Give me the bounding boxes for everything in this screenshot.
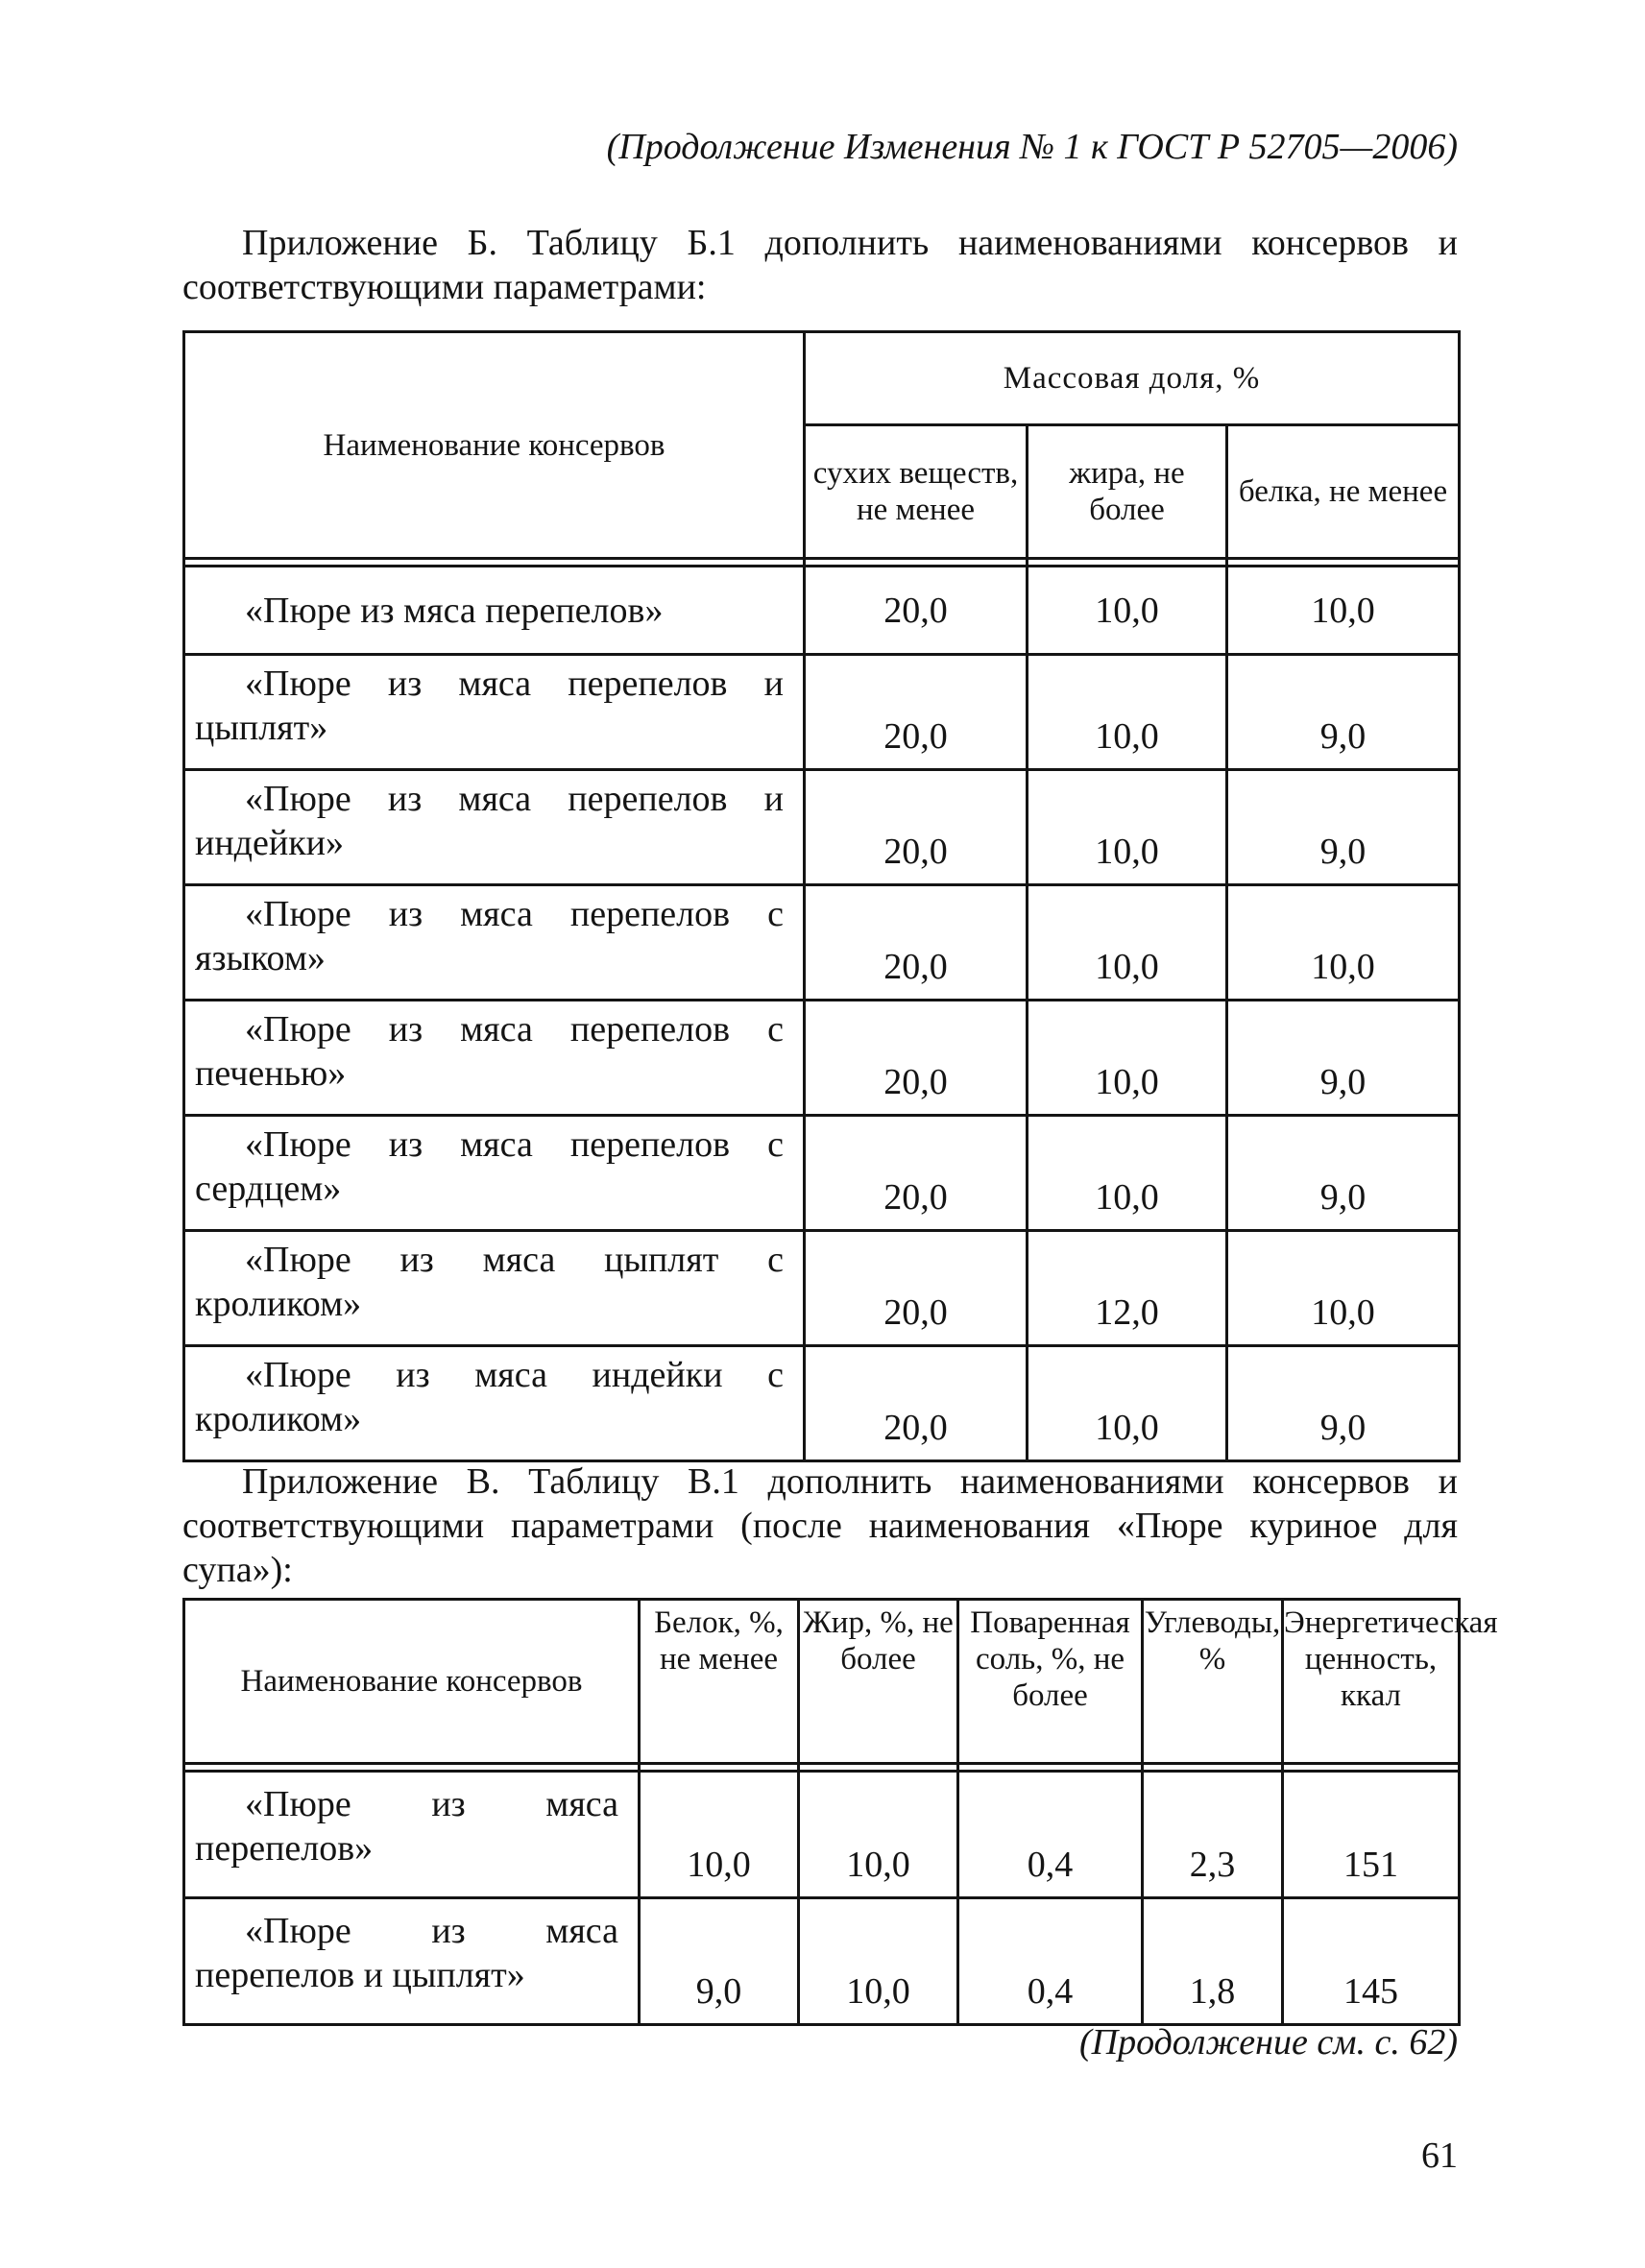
product-name-cell: «Пюре из мяса цыплят с кроликом» bbox=[184, 1231, 805, 1346]
header-energy-value: Энергетическая ценность, ккал bbox=[1283, 1600, 1460, 1764]
fat-cell: 12,0 bbox=[1028, 1231, 1227, 1346]
fat-cell: 10,0 bbox=[1028, 1346, 1227, 1461]
dry-matter-cell: 20,0 bbox=[805, 655, 1028, 770]
header-mass-fraction: Массовая доля, % bbox=[805, 332, 1460, 425]
dry-matter-cell: 20,0 bbox=[805, 1116, 1028, 1231]
dry-matter-cell: 20,0 bbox=[805, 567, 1028, 655]
protein-cell: 10,0 bbox=[1227, 567, 1460, 655]
appendix-v-intro: Приложение В. Таблицу В.1 дополнить наименованиями консервов и соответствующими параметрами (после наименования «Пюре куриное для супа»): bbox=[182, 1461, 1458, 1590]
protein-cell: 10,0 bbox=[1227, 885, 1460, 1001]
product-name-cell: «Пюре из мяса перепелов с сердцем» bbox=[184, 1116, 805, 1231]
product-name-cell: «Пюре из мяса перепелов и цыплят» bbox=[184, 1898, 640, 2025]
fat-cell: 10,0 bbox=[1028, 567, 1227, 655]
protein-cell: 9,0 bbox=[1227, 1346, 1460, 1461]
appendix-b-intro: Приложение Б. Таблицу Б.1 дополнить наименованиями консервов и соответствующими параметрами: bbox=[182, 223, 1458, 307]
header-fat: Жир, %, не более bbox=[799, 1600, 958, 1764]
continuation-header: (Продолжение Изменения № 1 к ГОСТ Р 52705—2006) bbox=[606, 127, 1458, 167]
table-row bbox=[184, 1772, 1460, 1898]
protein-cell: 9,0 bbox=[1227, 1001, 1460, 1116]
table-row bbox=[184, 1116, 1460, 1231]
fat-cell: 10,0 bbox=[799, 1772, 958, 1898]
table-row bbox=[184, 655, 1460, 770]
fat-cell: 10,0 bbox=[1028, 1001, 1227, 1116]
table-row bbox=[184, 770, 1460, 885]
header-fat: жира, не более bbox=[1028, 425, 1227, 559]
header-protein: Белок, %, не менее bbox=[640, 1600, 799, 1764]
table-row bbox=[184, 1231, 1460, 1346]
continuation-footer: (Продолжение см. с. 62) bbox=[1078, 2022, 1458, 2063]
dry-matter-cell: 20,0 bbox=[805, 1346, 1028, 1461]
carbohydrates-cell: 1,8 bbox=[1143, 1898, 1283, 2025]
product-name-cell: «Пюре из мяса перепелов с печенью» bbox=[184, 1001, 805, 1116]
header-product-name: Наименование консервов bbox=[184, 1600, 640, 1764]
product-name-cell: «Пюре из мяса перепелов с языком» bbox=[184, 885, 805, 1001]
header-protein: белка, не менее bbox=[1227, 425, 1460, 559]
table-b1 bbox=[182, 330, 1461, 1462]
header-product-name: Наименование консервов bbox=[184, 332, 805, 559]
energy-value-cell: 151 bbox=[1283, 1772, 1460, 1898]
table-v1 bbox=[182, 1598, 1498, 2026]
fat-cell: 10,0 bbox=[1028, 1116, 1227, 1231]
fat-cell: 10,0 bbox=[1028, 770, 1227, 885]
dry-matter-cell: 20,0 bbox=[805, 770, 1028, 885]
table-row bbox=[184, 1001, 1460, 1116]
product-name-cell: «Пюре из мяса перепелов и цыплят» bbox=[184, 655, 805, 770]
carbohydrates-cell: 2,3 bbox=[1143, 1772, 1283, 1898]
protein-cell: 10,0 bbox=[1227, 1231, 1460, 1346]
protein-cell: 9,0 bbox=[640, 1898, 799, 2025]
table-row bbox=[184, 567, 1460, 655]
product-name-cell: «Пюре из мяса перепелов и индейки» bbox=[184, 770, 805, 885]
header-carbohydrates: Углеводы, % bbox=[1143, 1600, 1283, 1764]
product-name-cell: «Пюре из мяса перепелов» bbox=[184, 1772, 640, 1898]
table-row bbox=[184, 885, 1460, 1001]
dry-matter-cell: 20,0 bbox=[805, 1231, 1028, 1346]
energy-value-cell: 145 bbox=[1283, 1898, 1460, 2025]
header-dry-matter: сухих веществ, не менее bbox=[805, 425, 1028, 559]
product-name-cell: «Пюре из мяса индейки с кроликом» bbox=[184, 1346, 805, 1461]
header-salt: Поваренная соль, %, не более bbox=[958, 1600, 1143, 1764]
fat-cell: 10,0 bbox=[1028, 885, 1227, 1001]
table-row bbox=[184, 1898, 1460, 2025]
page-number: 61 bbox=[1421, 2135, 1458, 2176]
fat-cell: 10,0 bbox=[1028, 655, 1227, 770]
protein-cell: 10,0 bbox=[640, 1772, 799, 1898]
product-name-cell: «Пюре из мяса перепелов» bbox=[184, 567, 805, 655]
salt-cell: 0,4 bbox=[958, 1772, 1143, 1898]
protein-cell: 9,0 bbox=[1227, 655, 1460, 770]
fat-cell: 10,0 bbox=[799, 1898, 958, 2025]
dry-matter-cell: 20,0 bbox=[805, 1001, 1028, 1116]
protein-cell: 9,0 bbox=[1227, 770, 1460, 885]
protein-cell: 9,0 bbox=[1227, 1116, 1460, 1231]
salt-cell: 0,4 bbox=[958, 1898, 1143, 2025]
table-row bbox=[184, 1346, 1460, 1461]
dry-matter-cell: 20,0 bbox=[805, 885, 1028, 1001]
